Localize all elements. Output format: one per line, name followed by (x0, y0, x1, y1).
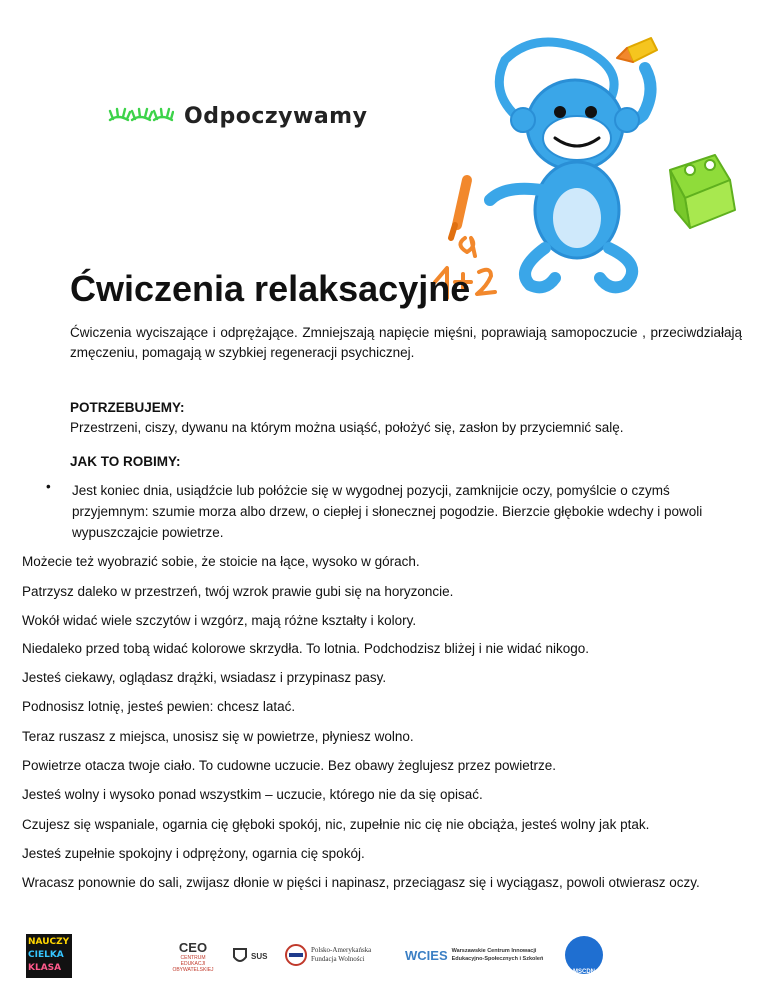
body-line: Wracasz ponownie do sali, zwijasz dłonie w pięści i napinasz, przeciągasz się i wyciągasz, powoli otwierasz oczy. (22, 875, 700, 890)
bullet-text: Jest koniec dnia, usiądźcie lub połóżcie się w wygodnej pozycji, zamknijcie oczy, pomyślcie o czymś przyjemnym: szumie morza albo drzew, o ciepłej i słonecznej pogodzie. Bierzcie głębokie wdechy i powoli wypuszczajcie powietrze. (72, 483, 703, 540)
bullet-icon: • (46, 479, 51, 494)
mscdn-logo: MSCDN (565, 936, 603, 974)
wcies-logo: WCIES Warszawskie Centrum Innowacji Edukacyjno-Społecznych i Szkoleń (405, 947, 544, 963)
body-line: Wokół widać wiele szczytów i wzgórz, mają różne kształty i kolory. (22, 613, 417, 628)
nauczycielka-klasa-logo: NAUCZY CIELKA KLASA (26, 934, 72, 978)
body-line: Patrzysz daleko w przestrzeń, twój wzrok prawie gubi się na horyzoncie. (22, 584, 454, 599)
monkey-illustration (395, 20, 755, 305)
page-title: Ćwiczenia relaksacyjne (70, 268, 471, 309)
green-leaves-icon (108, 106, 174, 128)
footer-logos (20, 930, 760, 980)
needs-heading: POTRZEBUJEMY: (70, 400, 185, 415)
brush-icon (451, 180, 467, 238)
body-line: Możecie też wyobrazić sobie, że stoicie na łące, wysoko w górach. (22, 554, 420, 569)
body-line: Niedaleko przed tobą widać kolorowe skrzydła. To lotnia. Podchodzisz bliżej i nie widać nikogo. (22, 641, 590, 656)
body-line: Jesteś wolny i wysoko ponad wszystkim – uczucie, którego nie da się opisać. (22, 787, 483, 802)
body-line: Podnosisz lotnię, jesteś pewien: chcesz latać. (22, 699, 296, 714)
pencil-icon (617, 38, 657, 62)
sus-logo: SUS (232, 944, 272, 968)
how-heading: JAK TO ROBIMY: (70, 454, 181, 469)
section-label-text: Odpoczywamy (184, 104, 368, 129)
pafw-logo: Polsko-Amerykańska Fundacja Wolności (285, 940, 405, 970)
needs-text: Przestrzeni, ciszy, dywanu na którym można usiąść, położyć się, zasłon by przyciemnić salę. (70, 420, 624, 435)
body-line: Jesteś ciekawy, oglądasz drążki, wsiadasz i przypinasz pasy. (22, 670, 387, 685)
body-line: Czujesz się wspaniale, ogarnia cię głęboki spokój, nic, zupełnie nic cię nie obciąża, jesteś wolny jak ptak. (22, 817, 650, 832)
ceo-logo: CEO CENTRUM EDUKACJI OBYWATELSKIEJ (172, 940, 214, 973)
body-line: Teraz ruszasz z miejsca, unosisz się w powietrze, płyniesz wolno. (22, 729, 414, 744)
blocks-icon (670, 155, 735, 228)
body-line: Powietrze otacza twoje ciało. To cudowne uczucie. Bez obawy żeglujesz przez powietrze. (22, 758, 557, 773)
body-line: Jesteś zupełnie spokojny i odprężony, ogarnia cię spokój. (22, 846, 365, 861)
section-label (108, 104, 367, 129)
intro-paragraph: Ćwiczenia wyciszające i odprężające. Zmniejszają napięcie mięśni, poprawiają samopoczucie , przeciwdziałają zmęczeniu, pomagają w szybkiej regeneracji psychicznej. (70, 325, 742, 360)
